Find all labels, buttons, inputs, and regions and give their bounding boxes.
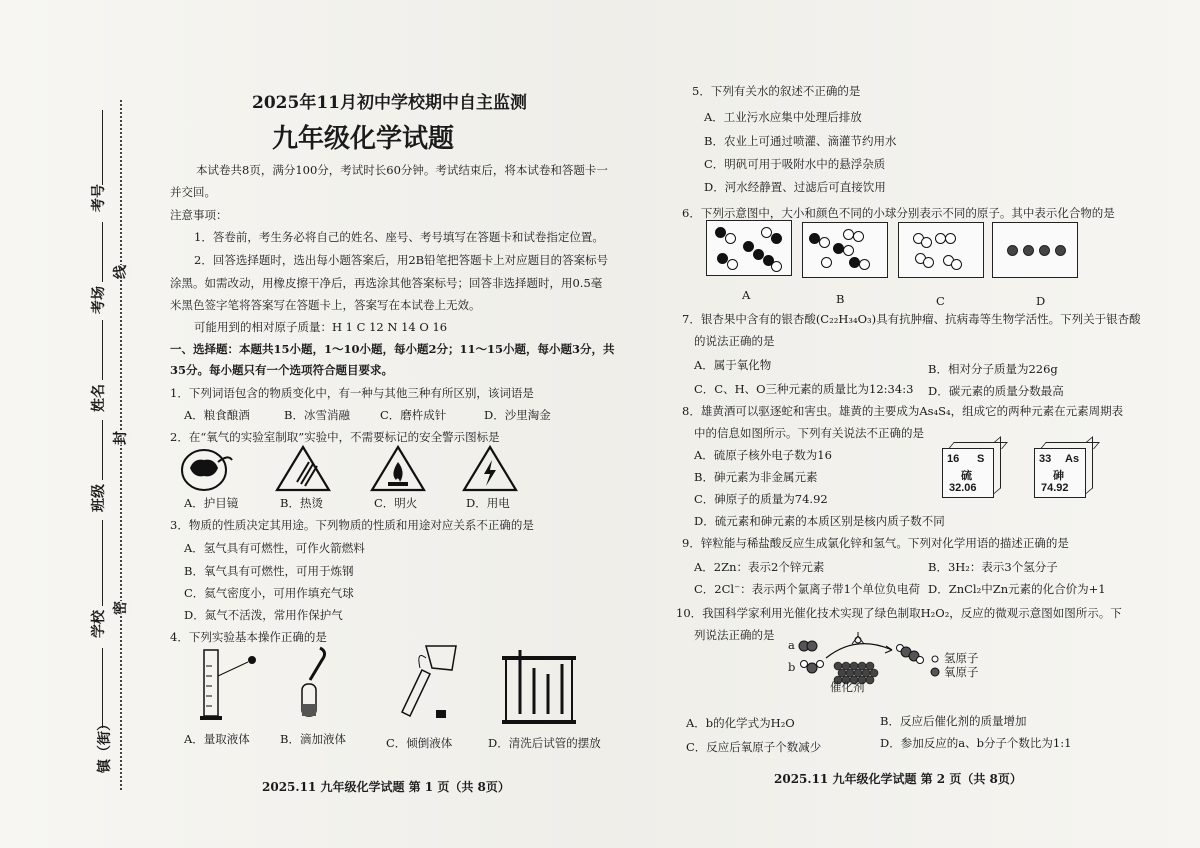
notice-2-line1: 2．回答选择题时，选出每小题答案后，用2B铅笔把答题卡上对应题目的答案标号 bbox=[194, 253, 609, 267]
q6-stem: 6．下列示意图中，大小和颜色不同的小球分别表示不同的原子。其中表示化合物的是 bbox=[682, 206, 1115, 220]
q7-option: C．C、H、O三种元素的质量比为12:34:3 bbox=[694, 382, 914, 396]
q8-stem-line1: 8．雄黄酒可以驱逐蛇和害虫。雄黄的主要成为As₄S₄，组成它的两种元素在元素周期表 bbox=[682, 404, 1124, 418]
element-symbol: As bbox=[1065, 453, 1080, 465]
seal-xian: 线 bbox=[110, 265, 130, 279]
q8-option: A．硫原子核外电子数为16 bbox=[694, 448, 832, 462]
q5-option: C．明矾可用于吸附水中的悬浮杂质 bbox=[704, 157, 886, 171]
exam-title: 九年级化学试题 bbox=[272, 124, 455, 154]
q9-option: A．2Zn：表示2个锌元素 bbox=[694, 560, 825, 574]
molecule-box-b bbox=[802, 222, 888, 278]
atomic-mass: 74.92 bbox=[1041, 482, 1069, 494]
intro-line2: 并交回。 bbox=[170, 185, 216, 199]
q7-stem-line2: 的说法正确的是 bbox=[694, 334, 775, 348]
q5-option: D．河水经静置、过滤后可直接饮用 bbox=[704, 180, 886, 194]
page1-footer: 2025.11 九年级化学试题 第 1 页（共 8页） bbox=[262, 780, 510, 794]
intro-line1: 本试卷共8页，满分100分，考试时长60分钟。考试结束后，将本试卷和答题卡一 bbox=[196, 163, 608, 177]
goggles-icon bbox=[180, 446, 236, 492]
q5-stem: 5．下列有关水的叙述不正确的是 bbox=[692, 84, 861, 98]
label-kaohao: 考号 bbox=[91, 184, 107, 212]
q1-option: C．磨杵成针 bbox=[380, 408, 447, 422]
molecule-box-c bbox=[898, 222, 984, 278]
element-card-arsenic bbox=[1034, 448, 1086, 498]
q6-option: C bbox=[936, 294, 945, 308]
legend-hydrogen: 氢原子 bbox=[944, 651, 979, 665]
pouring-liquid-illustration bbox=[386, 640, 466, 722]
q8-option: C．砷原子的质量为74.92 bbox=[694, 492, 828, 506]
q6-option: A bbox=[742, 288, 751, 302]
label-b: b bbox=[788, 660, 796, 674]
section1-line2: 35分。每小题只有一个选项符合题目要求。 bbox=[170, 363, 394, 377]
q4-stem: 4．下列实验基本操作正确的是 bbox=[170, 630, 327, 644]
q3-stem: 3．物质的性质决定其用途。下列物质的性质和用途对应关系不正确的是 bbox=[170, 518, 534, 532]
element-symbol: S bbox=[977, 453, 985, 465]
label-kaochang: 考场 bbox=[91, 286, 107, 314]
section1-line1: 一、选择题：本题共15小题，1～10小题，每小题2分；11～15小题，每小题3分，共 bbox=[170, 342, 615, 356]
label-a: a bbox=[788, 638, 795, 652]
q10-stem-line1: 10．我国科学家利用光催化技术实现了绿色制取H₂O₂，反应的微观示意图如图所示。下 bbox=[676, 606, 1122, 620]
seal-mi: 密 bbox=[110, 601, 130, 615]
q4-option: D．清洗后试管的摆放 bbox=[488, 736, 601, 750]
element-name: 硫 bbox=[961, 470, 972, 482]
molecule-box-d bbox=[992, 222, 1078, 278]
banji-blank bbox=[102, 420, 103, 480]
notice-2-line3: 米黑色签字笔将答案写在答题卡上，答案写在本试卷上无效。 bbox=[170, 298, 481, 312]
exam-header: 2025年11月初中学校期中自主监测 bbox=[252, 93, 527, 113]
q7-stem-line1: 7．银杏果中含有的银杏酸(C₂₂H₃₄O₃)具有抗肿瘤、抗病毒等生物学活性。下列关于银杏酸 bbox=[682, 312, 1141, 326]
legend-atoms-icon bbox=[930, 654, 940, 678]
q5-option: B．农业上可通过喷灌、滴灌节约用水 bbox=[704, 134, 897, 148]
q4-option: C．倾倒液体 bbox=[386, 736, 453, 750]
q4-option: B．滴加液体 bbox=[280, 732, 346, 746]
dropper-illustration bbox=[290, 646, 340, 724]
q10-option: A．b的化学式为H₂O bbox=[686, 716, 795, 730]
element-card-sulfur bbox=[942, 448, 994, 498]
q3-option: C．氦气密度小，可用作填充气球 bbox=[184, 586, 354, 600]
q5-option: A．工业污水应集中处理后排放 bbox=[704, 110, 862, 124]
q8-stem-line2: 中的信息如图所示。下列有关说法不正确的是 bbox=[694, 426, 924, 440]
q1-option: B．冰雪消融 bbox=[284, 408, 350, 422]
q3-option: B．氧气具有可燃性，可用于炼钢 bbox=[184, 564, 354, 578]
kaohao-blank bbox=[102, 110, 103, 185]
q10-option: B．反应后催化剂的质量增加 bbox=[880, 714, 1027, 728]
q1-option: A．粮食酿酒 bbox=[184, 408, 250, 422]
label-xuexiao: 学校 bbox=[91, 610, 107, 638]
q2-stem: 2．在“氧气的实验室制取”实验中，不需要标记的安全警示图标是 bbox=[170, 430, 500, 444]
q8-option: B．砷元素为非金属元素 bbox=[694, 470, 818, 484]
zhen-blank bbox=[102, 648, 103, 728]
xuexiao-blank bbox=[102, 520, 103, 606]
q1-option: D．沙里淘金 bbox=[484, 408, 551, 422]
q3-option: A．氢气具有可燃性，可作火箭燃料 bbox=[184, 541, 365, 555]
q9-option: D．ZnCl₂中Zn元素的化合价为+1 bbox=[928, 582, 1106, 596]
q9-option: B．3H₂：表示3个氢分子 bbox=[928, 560, 1058, 574]
element-name: 砷 bbox=[1053, 470, 1064, 482]
notice-1: 1．答卷前，考生务必将自己的姓名、座号、考号填写在答题卡和试卷指定位置。 bbox=[194, 230, 604, 244]
q7-option: A．属于氧化物 bbox=[694, 358, 772, 372]
xingming-blank bbox=[102, 320, 103, 380]
graduated-cylinder-illustration bbox=[198, 646, 268, 724]
q9-stem: 9．锌粒能与稀盐酸反应生成氯化锌和氢气。下列对化学用语的描述正确的是 bbox=[682, 536, 1069, 550]
q6-option: B bbox=[836, 292, 845, 306]
notice-heading: 注意事项： bbox=[170, 208, 228, 222]
open-flame-icon bbox=[370, 444, 426, 492]
hot-surface-icon bbox=[275, 444, 331, 492]
atomic-number: 16 bbox=[947, 453, 960, 465]
q1-stem: 1．下列词语包含的物质变化中，有一种与其他三种有所区别，该词语是 bbox=[170, 386, 534, 400]
atomic-mass-line: 可能用到的相对原子质量：H 1 C 12 N 14 O 16 bbox=[194, 320, 448, 334]
seal-feng: 封 bbox=[110, 431, 130, 445]
label-banji: 班级 bbox=[91, 484, 107, 512]
notice-2-line2: 涂黑。如需改动，用橡皮擦干净后，再选涂其他答案标号；回答非选择题时，用0.5毫 bbox=[170, 276, 603, 290]
q10-option: D．参加反应的a、b分子个数比为1:1 bbox=[880, 736, 1072, 750]
atomic-mass: 32.06 bbox=[949, 482, 977, 494]
molecule-box-a bbox=[706, 220, 792, 276]
q4-option: A．量取液体 bbox=[184, 732, 250, 746]
q7-option: D．碳元素的质量分数最高 bbox=[928, 384, 1064, 398]
photocatalysis-diagram bbox=[796, 630, 946, 690]
q3-option: D．氮气不活泼，常用作保护气 bbox=[184, 608, 343, 622]
label-zhen: 镇（街） bbox=[97, 717, 113, 773]
label-xingming: 姓名 bbox=[91, 384, 107, 412]
q6-option: D bbox=[1036, 294, 1046, 308]
atomic-number: 33 bbox=[1039, 453, 1052, 465]
legend-oxygen: 氧原子 bbox=[944, 665, 979, 679]
q2-option: A．护目镜 bbox=[184, 496, 239, 510]
q8-option: D．硫元素和砷元素的本质区别是核内质子数不同 bbox=[694, 514, 945, 528]
kaochang-blank bbox=[102, 222, 103, 282]
q2-option: C．明火 bbox=[374, 496, 418, 510]
catalyst-label: 催化剂 bbox=[830, 680, 865, 694]
test-tube-rack-illustration bbox=[498, 644, 580, 728]
electric-hazard-icon bbox=[462, 444, 518, 492]
page2-footer: 2025.11 九年级化学试题 第 2 页（共 8页） bbox=[774, 772, 1022, 786]
seal-dotted-line bbox=[120, 100, 122, 790]
q10-stem-line2: 列说法正确的是 bbox=[694, 628, 775, 642]
q7-option: B．相对分子质量为226g bbox=[928, 362, 1058, 376]
q10-option: C．反应后氧原子个数减少 bbox=[686, 740, 822, 754]
q2-option: B．热烫 bbox=[280, 496, 323, 510]
q9-option: C．2Cl⁻：表示两个氯离子带1个单位负电荷 bbox=[694, 582, 920, 596]
q2-option: D．用电 bbox=[466, 496, 510, 510]
